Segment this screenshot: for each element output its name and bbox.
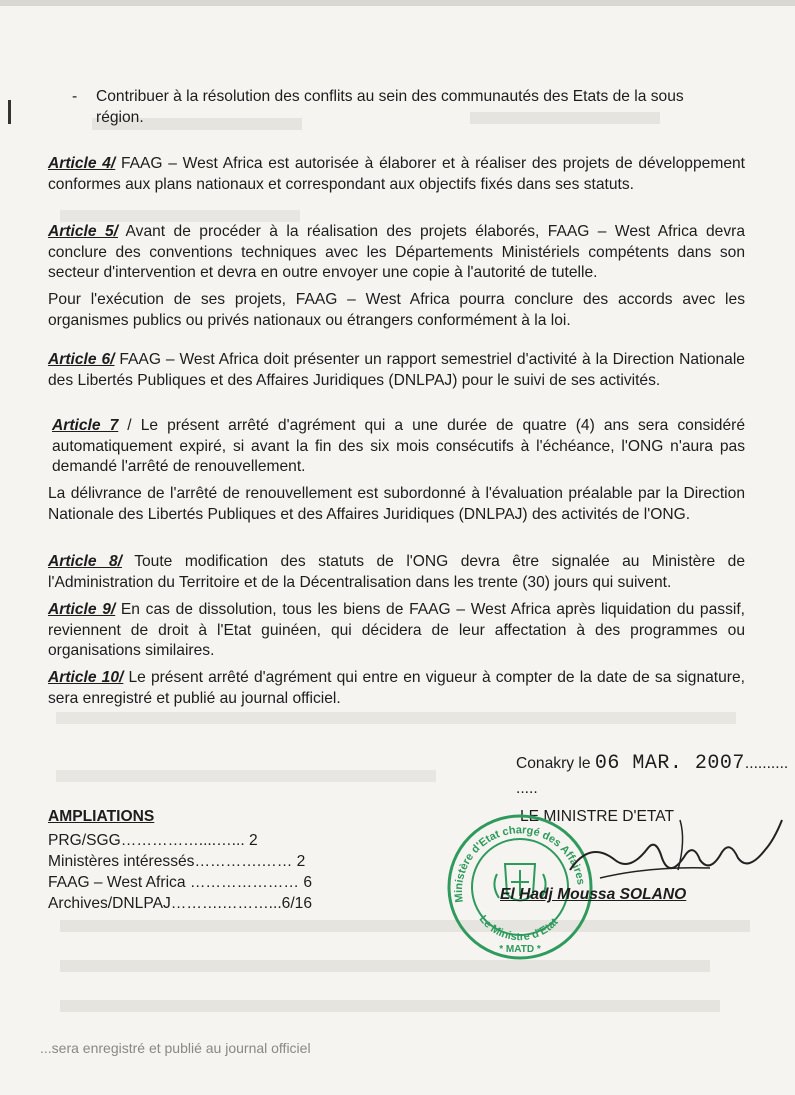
article-5-paragraph-2 — [48, 290, 745, 331]
bleed-through-mark — [60, 960, 710, 972]
article-text: FAAG – West Africa est autorisée à élaborer et à réaliser des projets de développement conformes aux plans nationaux et correspondant aux objectifs fixés dans ses statuts. — [48, 155, 745, 193]
bullet-mark: - — [72, 88, 78, 105]
scan-top-edge — [0, 0, 795, 6]
article-6 — [48, 350, 745, 391]
article-label: Article 5/ — [48, 223, 118, 240]
paragraph-text: La délivrance de l'arrêté de renouvellement est subordonné à l'évaluation préalable par la Direction Nationale des Libertés Publiques et des Affaires Juridiques (DNLPAJ) des activités de l'ONG. — [48, 485, 745, 523]
article-text: Le présent arrêté d'agrément qui entre en vigueur à compter de la date de sa signature, sera enregistré et publié au journal officiel. — [48, 669, 745, 707]
ampliation-line: PRG/SGG……………....…... 2 — [48, 832, 258, 849]
ampliation-line: FAAG – West Africa ………………… 6 — [48, 874, 312, 891]
margin-mark — [8, 100, 11, 124]
signatory-name: El Hadj Moussa SOLANO — [500, 886, 687, 903]
article-5 — [48, 222, 745, 284]
article-label: Article 7 — [52, 417, 119, 434]
article-9 — [48, 600, 745, 662]
article-4 — [48, 154, 745, 195]
ampliation-line: Ministères intéressés………….…… 2 — [48, 853, 306, 870]
article-label: Article 8/ — [48, 553, 123, 570]
seal-outer-text: Ministère d'Etat chargé des Affaires — [452, 824, 587, 904]
article-label: Article 10/ — [48, 669, 124, 686]
date-place: Conakry le — [516, 755, 595, 772]
bullet-text: Contribuer à la résolution des conflits au sein des communautés des Etats de la sous région. — [96, 88, 684, 126]
paragraph-text: Pour l'exécution de ses projets, FAAG – West Africa pourra conclure des accords avec les organismes publics ou privés nationaux ou étrangers conformément à la loi. — [48, 291, 745, 329]
seal-inner-text: Le Ministre d'Etat — [476, 913, 561, 944]
date-stamp: 06 MAR. 2007 — [594, 752, 745, 775]
bleed-through-mark — [56, 770, 436, 782]
date-line — [516, 752, 788, 775]
date-dots: .......... — [744, 755, 789, 772]
bleed-through-mark — [60, 1000, 720, 1012]
article-label: Article 4/ — [48, 155, 116, 172]
article-7 — [52, 416, 745, 478]
article-text: FAAG – West Africa doit présenter un rapport semestriel d'activité à la Direction Nationale des Libertés Publiques et des Affaires Juridiques (DNLPAJ) pour le suivi de ses activités. — [48, 351, 745, 389]
bleed-through-mark — [60, 210, 300, 222]
ampliations-title: AMPLIATIONS — [48, 808, 155, 825]
ampliation-line: Archives/DNLPAJ……….………...6/16 — [48, 895, 313, 912]
article-8 — [48, 552, 745, 593]
seal-bottom-text: * MATD * — [499, 944, 541, 955]
bleed-through-mark — [56, 712, 736, 724]
article-label: Article 9/ — [48, 601, 116, 618]
article-text: / Le présent arrêté d'agrément qui a une durée de quatre (4) ans sera considéré automatiquement expiré, si avant la fin des six mois consécutifs à l'échéance, l'ONG n'aura pas demandé l'arrêté de renouvellement. — [52, 417, 746, 475]
bleed-through-footer: ...sera enregistré et publié au journal officiel — [40, 1040, 311, 1056]
article-text: Toute modification des statuts de l'ONG devra être signalée au Ministère de l'Administration du Territoire et de la Décentralisation dans les trente (30) jours qui suivent. — [48, 553, 746, 591]
svg-text:Le Ministre d'Etat — [477, 913, 561, 943]
bleed-through-mark — [60, 920, 750, 932]
article-text: En cas de dissolution, tous les biens de FAAG – West Africa après liquidation du passif, reviennent de droit à l'Etat guinéen, qui décidera de leur affectation à des programmes ou organisations similaires. — [48, 601, 745, 659]
date-dots-second: ..... — [516, 780, 538, 797]
article-label: Article 6/ — [48, 351, 115, 368]
article-7-paragraph-2 — [48, 484, 745, 525]
minister-title: LE MINISTRE D'ETAT — [520, 808, 675, 825]
article-text: Avant de procéder à la réalisation des projets élaborés, FAAG – West Africa devra conclure des conventions techniques avec les Départements Ministériels compétents dans son secteur d'intervention et devra en outre envoyer une copie à l'autorité de tutelle. — [48, 223, 745, 281]
article-10 — [48, 668, 745, 709]
